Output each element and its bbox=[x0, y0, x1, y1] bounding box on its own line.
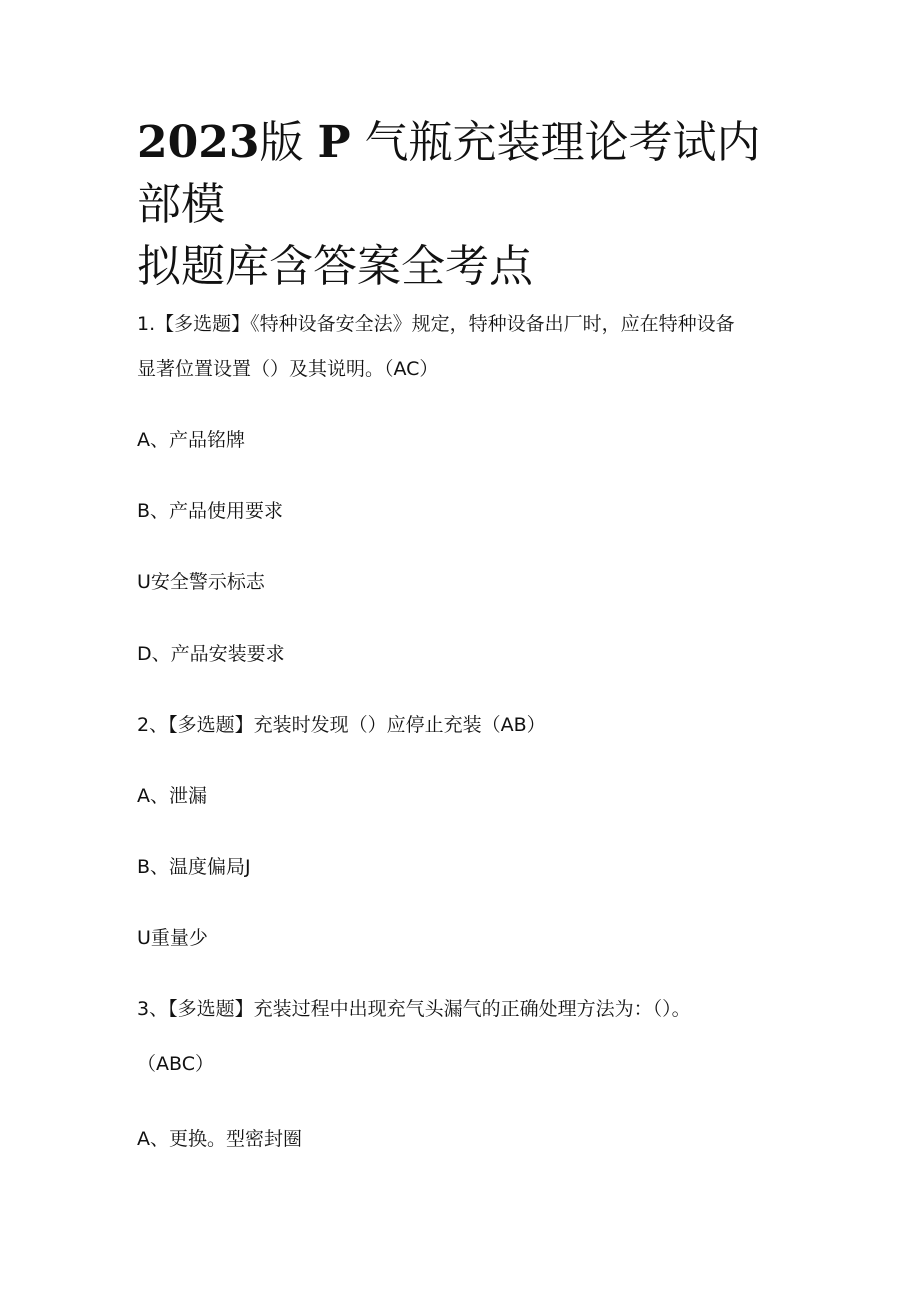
question-2-option-b: B、温度偏局J bbox=[137, 856, 251, 878]
title-letter: P bbox=[317, 117, 351, 168]
question-3-option-a: A、更换。型密封圈 bbox=[137, 1128, 302, 1150]
question-3-text-line-2: （ABC） bbox=[137, 1053, 214, 1075]
question-1-text-line-2: 显著位置设置（）及其说明。（AC） bbox=[137, 358, 439, 380]
question-1-option-b: B、产品使用要求 bbox=[137, 500, 284, 522]
question-1-option-a: A、产品铭牌 bbox=[137, 429, 245, 451]
title-part-1: 版 bbox=[259, 117, 318, 168]
question-2-option-a: A、泄漏 bbox=[137, 785, 207, 807]
question-1-option-c: U安全警示标志 bbox=[137, 571, 265, 593]
question-2-text: 2、【多选题】充装时发现（）应停止充装（AB） bbox=[137, 714, 546, 736]
question-1-option-d: D、产品安装要求 bbox=[137, 643, 285, 665]
question-1-text-line-1: 1.【多选题】《特种设备安全法》规定，特种设备出厂时，应在特种设备 bbox=[137, 313, 735, 335]
document-title bbox=[137, 112, 797, 298]
question-2-option-c: U重量少 bbox=[137, 927, 208, 949]
title-line-2: 拟题库含答案全考点 bbox=[137, 241, 533, 292]
title-part-2: 气瓶充装理论考试内部模 bbox=[137, 117, 761, 230]
title-year: 2023 bbox=[137, 117, 260, 168]
question-3-text-line-1: 3、【多选题】充装过程中出现充气头漏气的正确处理方法为：（）。 bbox=[137, 998, 691, 1020]
